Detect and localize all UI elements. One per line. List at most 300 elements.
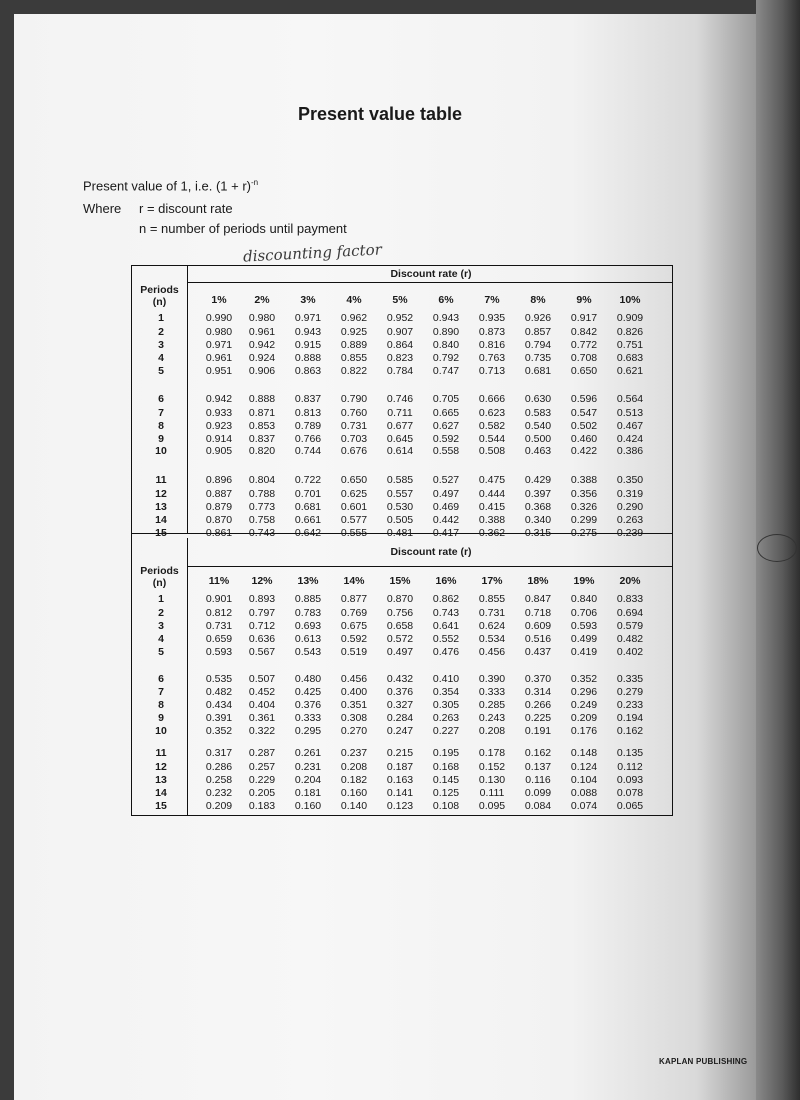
discount-factor-cell: 0.665 (432, 407, 460, 419)
discount-factor-cell: 0.592 (432, 433, 460, 445)
publisher-footer: KAPLAN PUBLISHING (659, 1057, 748, 1066)
discount-factor-cell: 0.261 (294, 747, 322, 759)
discount-factor-cell: 0.163 (386, 774, 414, 786)
discount-factor-cell: 0.305 (432, 699, 460, 711)
rate-header: 11% (208, 575, 230, 587)
discount-factor-cell: 0.789 (294, 420, 322, 432)
discount-factor-cell: 0.864 (386, 339, 414, 351)
discount-factor-cell: 0.747 (432, 365, 460, 377)
discount-factor-cell: 0.837 (294, 393, 322, 405)
discount-factor-cell: 0.368 (524, 501, 552, 513)
period-number: 8 (158, 699, 164, 711)
discount-factor-cell: 0.225 (524, 712, 552, 724)
discount-factor-cell: 0.788 (248, 488, 276, 500)
discount-factor-cell: 0.743 (248, 527, 276, 539)
discount-factor-cell: 0.125 (432, 787, 460, 799)
period-number: 9 (158, 433, 164, 445)
discount-factor-cell: 0.500 (524, 433, 552, 445)
discount-factor-cell: 0.160 (294, 800, 322, 812)
discount-factor-cell: 0.104 (570, 774, 598, 786)
discount-factor-cell: 0.296 (570, 686, 598, 698)
rate-header: 9% (576, 294, 592, 306)
discount-factor-cell: 0.547 (570, 407, 598, 419)
discount-factor-cell: 0.601 (340, 501, 368, 513)
discount-factor-cell: 0.160 (340, 787, 368, 799)
table-bottom-column-divider (187, 538, 188, 815)
discount-factor-cell: 0.351 (340, 699, 368, 711)
discount-factor-cell: 0.286 (205, 761, 233, 773)
discount-factor-cell: 0.249 (570, 699, 598, 711)
discount-factor-cell: 0.314 (524, 686, 552, 698)
discount-factor-cell: 0.711 (387, 407, 413, 419)
discount-factor-cell: 0.116 (525, 774, 551, 786)
discount-factor-cell: 0.168 (432, 761, 460, 773)
discount-factor-cell: 0.642 (294, 527, 322, 539)
periods-label-bottom: Periods (140, 565, 179, 577)
discount-factor-cell: 0.706 (570, 607, 598, 619)
discount-factor-cell: 0.564 (616, 393, 644, 405)
discount-factor-cell: 0.888 (294, 352, 322, 364)
discount-factor-cell: 0.822 (340, 365, 368, 377)
discount-factor-cell: 0.773 (248, 501, 276, 513)
discount-factor-cell: 0.519 (340, 646, 368, 658)
discount-factor-cell: 0.790 (340, 393, 368, 405)
discount-factor-cell: 0.112 (617, 761, 643, 773)
periods-label-top: Periods (140, 284, 179, 296)
discount-factor-cell: 0.442 (432, 514, 460, 526)
discount-factor-cell: 0.544 (478, 433, 506, 445)
rate-header: 4% (346, 294, 362, 306)
discount-factor-cell: 0.410 (432, 673, 460, 685)
discount-factor-cell: 0.422 (570, 445, 598, 457)
discount-factor-cell: 0.873 (478, 326, 506, 338)
discount-factor-cell: 0.275 (570, 527, 598, 539)
discount-factor-cell: 0.137 (524, 761, 552, 773)
discount-factor-cell: 0.233 (616, 699, 644, 711)
discount-factor-cell: 0.093 (616, 774, 644, 786)
discount-factor-cell: 0.572 (386, 633, 414, 645)
discount-factor-cell: 0.535 (205, 673, 233, 685)
discount-factor-cell: 0.758 (248, 514, 276, 526)
discount-factor-cell: 0.625 (340, 488, 368, 500)
discount-factor-cell: 0.863 (294, 365, 322, 377)
discount-factor-cell: 0.943 (294, 326, 322, 338)
discount-factor-cell: 0.340 (524, 514, 552, 526)
discount-factor-cell: 0.391 (205, 712, 233, 724)
discount-factor-cell: 0.187 (386, 761, 414, 773)
table-bottom-header-rule (187, 566, 672, 567)
discount-factor-cell: 0.924 (248, 352, 276, 364)
discount-factor-cell: 0.317 (205, 747, 233, 759)
discount-factor-cell: 0.585 (386, 474, 414, 486)
discount-factor-cell: 0.140 (340, 800, 368, 812)
discount-factor-cell: 0.434 (205, 699, 233, 711)
discount-factor-cell: 0.641 (432, 620, 460, 632)
discount-factor-cell: 0.481 (386, 527, 414, 539)
discount-factor-cell: 0.871 (248, 407, 276, 419)
discount-factor-cell: 0.980 (248, 312, 276, 324)
discount-factor-cell: 0.926 (524, 312, 552, 324)
discount-factor-cell: 0.751 (616, 339, 644, 351)
period-number: 11 (155, 474, 167, 486)
discount-factor-cell: 0.287 (248, 747, 276, 759)
discount-factor-cell: 0.816 (478, 339, 506, 351)
discount-factor-cell: 0.135 (616, 747, 644, 759)
discount-factor-cell: 0.402 (616, 646, 644, 658)
discount-factor-cell: 0.630 (524, 393, 552, 405)
discount-rate-header-bottom: Discount rate (r) (390, 546, 472, 558)
intro-formula-exponent: -n (251, 178, 259, 187)
discount-factor-cell: 0.444 (478, 488, 506, 500)
period-number: 12 (155, 761, 167, 773)
intro-formula (83, 178, 258, 193)
discount-factor-cell: 0.614 (386, 445, 414, 457)
discount-factor-cell: 0.675 (340, 620, 368, 632)
discount-factor-cell: 0.191 (524, 725, 552, 737)
discount-factor-cell: 0.208 (478, 725, 506, 737)
discount-factor-cell: 0.621 (616, 365, 644, 377)
discount-factor-cell: 0.769 (340, 607, 368, 619)
table-top-header-rule (187, 282, 672, 283)
discount-factor-cell: 0.906 (248, 365, 276, 377)
discount-factor-cell: 0.746 (386, 393, 414, 405)
discount-factor-cell: 0.826 (616, 326, 644, 338)
discount-factor-cell: 0.095 (478, 800, 506, 812)
discount-factor-cell: 0.813 (294, 407, 322, 419)
discount-factor-cell: 0.088 (570, 787, 598, 799)
period-number: 4 (158, 352, 164, 364)
discount-factor-cell: 0.141 (386, 787, 414, 799)
discount-factor-cell: 0.356 (570, 488, 598, 500)
discount-factor-cell: 0.666 (478, 393, 506, 405)
discount-factor-cell: 0.797 (248, 607, 276, 619)
discount-factor-cell: 0.152 (478, 761, 506, 773)
discount-factor-cell: 0.952 (386, 312, 414, 324)
discount-factor-cell: 0.362 (478, 527, 506, 539)
discount-factor-cell: 0.772 (570, 339, 598, 351)
discount-factor-cell: 0.712 (248, 620, 276, 632)
discount-factor-cell: 0.370 (524, 673, 552, 685)
period-number: 15 (155, 527, 167, 539)
discount-factor-cell: 0.915 (294, 339, 322, 351)
discount-factor-cell: 0.183 (248, 800, 276, 812)
discount-factor-cell: 0.266 (524, 699, 552, 711)
discount-factor-cell: 0.623 (478, 407, 506, 419)
discount-factor-cell: 0.482 (616, 633, 644, 645)
discount-factor-cell: 0.229 (248, 774, 276, 786)
discount-factor-cell: 0.437 (524, 646, 552, 658)
discount-factor-cell: 0.870 (386, 593, 414, 605)
discount-factor-cell: 0.284 (386, 712, 414, 724)
discount-factor-cell: 0.065 (616, 800, 644, 812)
discount-factor-cell: 0.552 (432, 633, 460, 645)
discount-factor-cell: 0.677 (386, 420, 414, 432)
discount-factor-cell: 0.593 (205, 646, 233, 658)
discount-factor-cell: 0.502 (570, 420, 598, 432)
discount-factor-cell: 0.756 (386, 607, 414, 619)
discount-factor-cell: 0.905 (205, 445, 233, 457)
discount-factor-cell: 0.476 (432, 646, 460, 658)
discount-factor-cell: 0.853 (248, 420, 276, 432)
discount-factor-cell: 0.743 (432, 607, 460, 619)
discount-factor-cell: 0.933 (205, 407, 233, 419)
discount-factor-cell: 0.182 (340, 774, 368, 786)
discount-factor-cell: 0.194 (616, 712, 644, 724)
discount-factor-cell: 0.980 (205, 326, 233, 338)
rate-header: 12% (251, 575, 273, 587)
discount-factor-cell: 0.763 (478, 352, 506, 364)
discount-factor-cell: 0.299 (570, 514, 598, 526)
period-number: 1 (158, 593, 164, 605)
discount-factor-cell: 0.540 (524, 420, 552, 432)
discount-factor-cell: 0.596 (570, 393, 598, 405)
period-number: 10 (155, 445, 167, 457)
discount-factor-cell: 0.209 (205, 800, 233, 812)
discount-factor-cell: 0.935 (478, 312, 506, 324)
period-number: 9 (158, 712, 164, 724)
discount-factor-cell: 0.877 (340, 593, 368, 605)
discount-factor-cell: 0.650 (340, 474, 368, 486)
discount-factor-cell: 0.840 (432, 339, 460, 351)
discount-factor-cell: 0.530 (386, 501, 414, 513)
period-number: 2 (158, 607, 164, 619)
discount-factor-cell: 0.111 (479, 787, 505, 799)
discount-factor-cell: 0.123 (386, 800, 414, 812)
rate-header: 6% (438, 294, 454, 306)
discount-factor-cell: 0.820 (248, 445, 276, 457)
discount-factor-cell: 0.388 (570, 474, 598, 486)
discount-factor-cell: 0.467 (616, 420, 644, 432)
discount-factor-cell: 0.419 (570, 646, 598, 658)
discount-factor-cell: 0.231 (294, 761, 322, 773)
discount-factor-cell: 0.333 (478, 686, 506, 698)
discount-factor-cell: 0.429 (524, 474, 552, 486)
discount-factor-cell: 0.404 (248, 699, 276, 711)
discount-factor-cell: 0.681 (524, 365, 552, 377)
discount-factor-cell: 0.645 (386, 433, 414, 445)
discount-factor-cell: 0.390 (478, 673, 506, 685)
discount-factor-cell: 0.361 (248, 712, 276, 724)
discount-factor-cell: 0.181 (294, 787, 322, 799)
discount-factor-cell: 0.627 (432, 420, 460, 432)
discount-factor-cell: 0.452 (248, 686, 276, 698)
rate-header: 1% (211, 294, 227, 306)
period-number: 7 (158, 407, 164, 419)
discount-factor-cell: 0.907 (386, 326, 414, 338)
present-value-table (131, 265, 673, 816)
discount-factor-cell: 0.322 (248, 725, 276, 737)
discount-factor-cell: 0.243 (478, 712, 506, 724)
discount-factor-cell: 0.513 (616, 407, 644, 419)
discount-factor-cell: 0.582 (478, 420, 506, 432)
discount-factor-cell: 0.263 (616, 514, 644, 526)
rate-header: 17% (481, 575, 503, 587)
discount-factor-cell: 0.909 (616, 312, 644, 324)
discount-factor-cell: 0.534 (478, 633, 506, 645)
discount-factor-cell: 0.893 (248, 593, 276, 605)
discount-factor-cell: 0.567 (248, 646, 276, 658)
discount-factor-cell: 0.840 (570, 593, 598, 605)
discount-factor-cell: 0.579 (616, 620, 644, 632)
discount-factor-cell: 0.870 (205, 514, 233, 526)
discount-factor-cell: 0.295 (294, 725, 322, 737)
discount-factor-cell: 0.896 (205, 474, 233, 486)
discount-factor-cell: 0.285 (478, 699, 506, 711)
discount-factor-cell: 0.722 (294, 474, 322, 486)
discount-factor-cell: 0.760 (340, 407, 368, 419)
period-number: 7 (158, 686, 164, 698)
period-number: 3 (158, 620, 164, 632)
discount-factor-cell: 0.263 (432, 712, 460, 724)
discount-factor-cell: 0.694 (616, 607, 644, 619)
discount-factor-cell: 0.209 (570, 712, 598, 724)
discount-factor-cell: 0.148 (570, 747, 598, 759)
discount-factor-cell: 0.432 (386, 673, 414, 685)
discount-factor-cell: 0.557 (386, 488, 414, 500)
period-number: 15 (155, 800, 167, 812)
discount-factor-cell: 0.456 (340, 673, 368, 685)
discount-factor-cell: 0.516 (524, 633, 552, 645)
discount-factor-cell: 0.593 (570, 620, 598, 632)
discount-factor-cell: 0.319 (616, 488, 644, 500)
rate-header: 15% (389, 575, 411, 587)
rate-header: 18% (527, 575, 549, 587)
discount-factor-cell: 0.227 (432, 725, 460, 737)
discount-factor-cell: 0.703 (340, 433, 368, 445)
discount-factor-cell: 0.693 (294, 620, 322, 632)
discount-factor-cell: 0.731 (340, 420, 368, 432)
discount-factor-cell: 0.676 (340, 445, 368, 457)
discount-factor-cell: 0.247 (386, 725, 414, 737)
discount-factor-cell: 0.400 (340, 686, 368, 698)
discount-factor-cell: 0.925 (340, 326, 368, 338)
discount-factor-cell: 0.499 (570, 633, 598, 645)
discount-factor-cell: 0.887 (205, 488, 233, 500)
period-number: 12 (155, 488, 167, 500)
rate-header: 10% (619, 294, 641, 306)
discount-factor-cell: 0.784 (386, 365, 414, 377)
discount-factor-cell: 0.718 (524, 607, 552, 619)
discount-factor-cell: 0.701 (294, 488, 322, 500)
discount-factor-cell: 0.352 (205, 725, 233, 737)
discount-factor-cell: 0.208 (340, 761, 368, 773)
discount-factor-cell: 0.943 (432, 312, 460, 324)
period-number: 11 (155, 747, 167, 759)
discount-factor-cell: 0.417 (432, 527, 460, 539)
page-title: Present value table (297, 104, 463, 124)
handwritten-note: discounting factor (242, 240, 383, 266)
discount-factor-cell: 0.731 (478, 607, 506, 619)
discount-factor-cell: 0.145 (432, 774, 460, 786)
discount-factor-cell: 0.917 (570, 312, 598, 324)
discount-factor-cell: 0.463 (524, 445, 552, 457)
discount-factor-cell: 0.258 (205, 774, 233, 786)
discount-factor-cell: 0.659 (205, 633, 233, 645)
discount-rate-header-top: Discount rate (r) (390, 268, 472, 280)
discount-factor-cell: 0.879 (205, 501, 233, 513)
period-number: 13 (155, 774, 167, 786)
discount-factor-cell: 0.862 (432, 593, 460, 605)
period-number: 1 (158, 312, 164, 324)
intro-where: Where (83, 201, 122, 216)
rate-header: 7% (484, 294, 500, 306)
discount-factor-cell: 0.475 (478, 474, 506, 486)
discount-factor-cell: 0.527 (432, 474, 460, 486)
rate-header: 16% (435, 575, 457, 587)
discount-factor-cell: 0.074 (570, 800, 598, 812)
discount-factor-cell: 0.497 (386, 646, 414, 658)
discount-factor-cell: 0.195 (432, 747, 460, 759)
discount-factor-cell: 0.497 (432, 488, 460, 500)
intro-formula-text: Present value of 1, i.e. (1 + r) (83, 178, 251, 194)
pen-circle-mark (757, 534, 797, 562)
discount-factor-cell: 0.124 (570, 761, 598, 773)
discount-factor-cell: 0.971 (294, 312, 322, 324)
discount-factor-cell: 0.888 (248, 393, 276, 405)
discount-factor-cell: 0.713 (478, 365, 506, 377)
discount-factor-cell: 0.456 (478, 646, 506, 658)
discount-factor-cell: 0.279 (616, 686, 644, 698)
discount-factor-cell: 0.990 (205, 312, 233, 324)
discount-factor-cell: 0.239 (616, 527, 644, 539)
discount-factor-cell: 0.099 (524, 787, 552, 799)
discount-factor-cell: 0.215 (386, 747, 414, 759)
discount-factor-cell: 0.354 (432, 686, 460, 698)
discount-factor-cell: 0.942 (205, 393, 233, 405)
discount-factor-cell: 0.178 (478, 747, 506, 759)
discount-factor-cell: 0.804 (248, 474, 276, 486)
discount-factor-cell: 0.961 (248, 326, 276, 338)
discount-factor-cell: 0.333 (294, 712, 322, 724)
discount-factor-cell: 0.084 (524, 800, 552, 812)
discount-factor-cell: 0.842 (570, 326, 598, 338)
discount-factor-cell: 0.766 (294, 433, 322, 445)
period-number: 13 (155, 501, 167, 513)
period-number: 6 (158, 393, 164, 405)
discount-factor-cell: 0.326 (570, 501, 598, 513)
discount-factor-cell: 0.386 (616, 445, 644, 457)
period-number: 14 (155, 787, 167, 799)
discount-factor-cell: 0.130 (478, 774, 506, 786)
period-number: 14 (155, 514, 167, 526)
discount-factor-cell: 0.376 (294, 699, 322, 711)
discount-factor-cell: 0.162 (524, 747, 552, 759)
discount-factor-cell: 0.162 (616, 725, 644, 737)
discount-factor-cell: 0.505 (386, 514, 414, 526)
discount-factor-cell: 0.683 (616, 352, 644, 364)
discount-factor-cell: 0.508 (478, 445, 506, 457)
discount-factor-cell: 0.951 (205, 365, 233, 377)
discount-factor-cell: 0.577 (340, 514, 368, 526)
rate-header: 19% (573, 575, 595, 587)
discount-factor-cell: 0.315 (524, 527, 552, 539)
discount-factor-cell: 0.792 (432, 352, 460, 364)
discount-factor-cell: 0.204 (294, 774, 322, 786)
discount-factor-cell: 0.861 (205, 527, 233, 539)
n-label-top: (n) (152, 296, 167, 308)
rate-header: 3% (300, 294, 316, 306)
discount-factor-cell: 0.890 (432, 326, 460, 338)
discount-factor-cell: 0.783 (294, 607, 322, 619)
period-number: 3 (158, 339, 164, 351)
discount-factor-cell: 0.176 (570, 725, 598, 737)
discount-factor-cell: 0.205 (248, 787, 276, 799)
discount-factor-cell: 0.480 (294, 673, 322, 685)
discount-factor-cell: 0.650 (570, 365, 598, 377)
discount-factor-cell: 0.961 (205, 352, 233, 364)
period-number: 5 (158, 646, 164, 658)
discount-factor-cell: 0.270 (340, 725, 368, 737)
